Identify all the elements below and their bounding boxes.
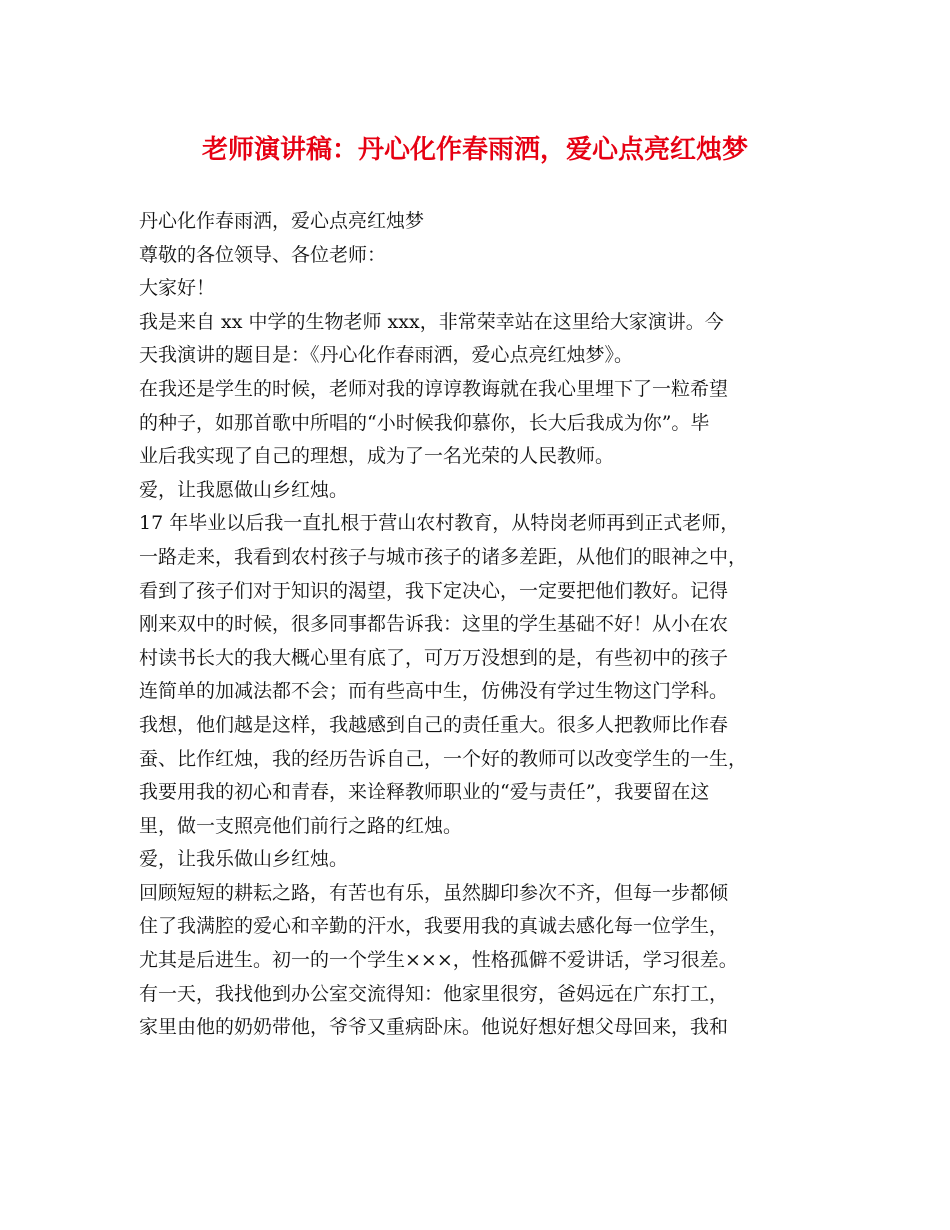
- body-line-4: 我是来自 xx 中学的生物老师 xxx，非常荣幸站在这里给大家演讲。今: [139, 310, 724, 333]
- body-line-22: 住了我满腔的爱心和辛勤的汗水，我要用我的真诚去感化每一位学生，: [139, 915, 729, 938]
- body-line-25: 家里由他的奶奶带他，爷爷又重病卧床。他说好想好想父母回来，我和: [139, 1016, 729, 1039]
- body-line-15: 连简单的加减法都不会；而有些高中生，仿佛没有学过生物这门学科。: [139, 680, 729, 703]
- body-line-24: 有一天，我找他到办公室交流得知：他家里很穷，爸妈远在广东打工，: [139, 982, 729, 1005]
- document-title: 老师演讲稿：丹心化作春雨洒，爱心点亮红烛梦: [201, 135, 748, 165]
- document-body: [139, 205, 829, 1045]
- body-line-5: 天我演讲的题目是：《丹心化作春雨洒，爱心点亮红烛梦》。: [139, 344, 634, 367]
- body-line-9: 爱，让我愿做山乡红烛。: [139, 478, 349, 501]
- body-line-18: 我要用我的初心和青春，来诠释教师职业的“爱与责任”，我要留在这: [139, 781, 710, 804]
- body-line-8: 业后我实现了自己的理想，成为了一名光荣的人民教师。: [139, 445, 615, 468]
- body-line-10: 17 年毕业以后我一直扎根于营山农村教育，从特岗老师再到正式老师，: [139, 512, 740, 535]
- body-line-13: 刚来双中的时候，很多同事都告诉我：这里的学生基础不好！从小在农: [139, 613, 729, 636]
- body-line-16: 我想，他们越是这样，我越感到自己的责任重大。很多人把教师比作春: [139, 713, 729, 736]
- body-line-6: 在我还是学生的时候，老师对我的谆谆教诲就在我心里埋下了一粒希望: [139, 377, 729, 400]
- body-line-12: 看到了孩子们对于知识的渴望，我下定决心，一定要把他们教好。记得: [139, 579, 729, 602]
- body-line-2: 尊敬的各位领导、各位老师：: [139, 243, 387, 266]
- body-line-3: 大家好！: [139, 277, 216, 300]
- body-line-19: 里，做一支照亮他们前行之路的红烛。: [139, 814, 463, 837]
- body-line-21: 回顾短短的耕耘之路，有苦也有乐，虽然脚印参次不齐，但每一步都倾: [139, 881, 729, 904]
- body-line-1: 丹心化作春雨洒，爱心点亮红烛梦: [139, 210, 425, 232]
- body-line-20: 爱，让我乐做山乡红烛。: [139, 848, 349, 871]
- body-line-14: 村读书长大的我大概心里有底了，可万万没想到的是，有些初中的孩子: [139, 646, 729, 669]
- body-line-17: 蚕、比作红烛，我的经历告诉自己，一个好的教师可以改变学生的一生，: [139, 747, 748, 770]
- body-line-7: 的种子，如那首歌中所唱的“小时候我仰慕你，长大后我成为你”。毕: [139, 411, 710, 434]
- body-line-11: 一路走来，我看到农村孩子与城市孩子的诸多差距，从他们的眼神之中，: [139, 545, 748, 568]
- body-line-23: 尤其是后进生。初一的一个学生×××，性格孤僻不爱讲话，学习很差。: [139, 949, 738, 972]
